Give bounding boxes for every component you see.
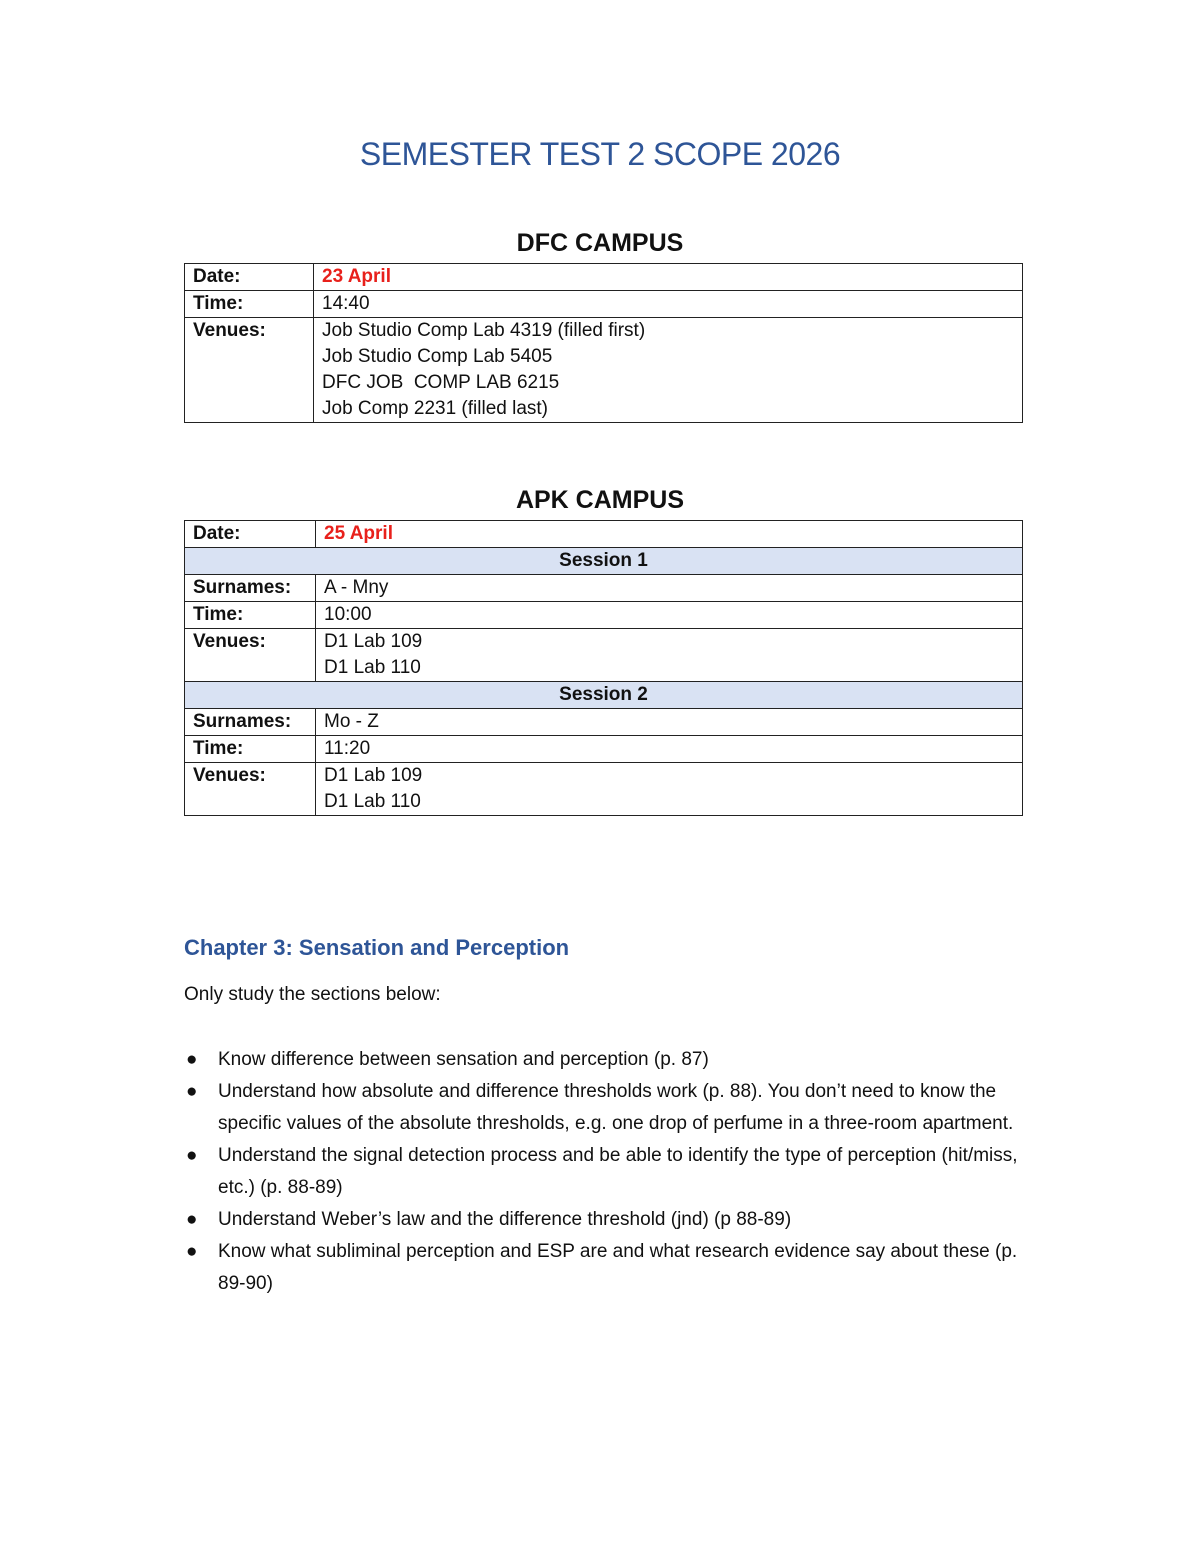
surnames-value: A - Mny (316, 575, 1023, 602)
apk-session-2-venues-row (185, 763, 1023, 816)
bullet-icon: ● (186, 1241, 198, 1262)
list-item (184, 1204, 1024, 1236)
bullet-icon: ● (186, 1145, 198, 1166)
bullet-icon: ● (186, 1209, 198, 1230)
venues-list (316, 763, 1023, 816)
apk-session-1-surnames-row (185, 575, 1023, 602)
time-label: Time: (185, 736, 316, 763)
apk-session-2-surnames-row (185, 709, 1023, 736)
study-topics-list (184, 1044, 1024, 1300)
surnames-label: Surnames: (185, 575, 316, 602)
time-value: 11:20 (316, 736, 1023, 763)
list-item (184, 1140, 1024, 1204)
list-item-text: Understand Weber’s law and the difference threshold (jnd) (p 88-89) (218, 1209, 792, 1230)
apk-date-row (185, 521, 1023, 548)
apk-date-label: Date: (185, 521, 316, 548)
time-label: Time: (185, 602, 316, 629)
venues-label: Venues: (185, 763, 316, 816)
list-item (184, 1236, 1024, 1300)
dfc-time-label: Time: (185, 291, 314, 318)
apk-session-1-venues-row (185, 629, 1023, 682)
session-1-title: Session 1 (185, 548, 1023, 575)
surnames-value: Mo - Z (316, 709, 1023, 736)
session-2-title: Session 2 (185, 682, 1023, 709)
dfc-venues-row (185, 318, 1023, 423)
venue: D1 Lab 110 (324, 657, 421, 678)
venue: D1 Lab 109 (324, 631, 423, 652)
document-title: SEMESTER TEST 2 SCOPE 2026 (359, 136, 841, 172)
list-item-text: Understand the signal detection process and be able to identify the type of perception (hit/miss, etc.) (p. 88-89) (218, 1145, 1018, 1198)
chapter-intro: Only study the sections below: (184, 984, 441, 1005)
dfc-campus-heading: DFC CAMPUS (516, 229, 684, 257)
apk-session-1-header (185, 548, 1023, 575)
dfc-date-value: 23 April (314, 264, 1023, 291)
dfc-date-row (185, 264, 1023, 291)
dfc-schedule-table (184, 263, 1023, 423)
list-item (184, 1044, 1024, 1076)
dfc-venues-list (314, 318, 1023, 423)
apk-schedule-table (184, 520, 1023, 816)
list-item (184, 1076, 1024, 1140)
venue: D1 Lab 110 (324, 791, 421, 812)
dfc-venue: DFC JOB COMP LAB 6215 (322, 372, 560, 393)
list-item-text: Understand how absolute and difference thresholds work (p. 88). You don’t need to know the specific values of the absolute thresholds, e.g. one drop of perfume in a three-room apartment. (218, 1081, 1014, 1134)
apk-campus-heading: APK CAMPUS (515, 486, 685, 514)
list-item-text: Know what subliminal perception and ESP are and what research evidence say about these (p. 89-90) (218, 1241, 1018, 1294)
apk-date-value: 25 April (316, 521, 1023, 548)
apk-session-2-time-row (185, 736, 1023, 763)
dfc-time-row (185, 291, 1023, 318)
time-value: 10:00 (316, 602, 1023, 629)
list-item-text: Know difference between sensation and perception (p. 87) (218, 1049, 709, 1070)
apk-session-1-time-row (185, 602, 1023, 629)
venue: D1 Lab 109 (324, 765, 423, 786)
apk-session-2-header (185, 682, 1023, 709)
dfc-venue: Job Studio Comp Lab 4319 (filled first) (322, 320, 646, 341)
bullet-icon: ● (186, 1081, 198, 1102)
dfc-time-value: 14:40 (314, 291, 1023, 318)
dfc-date-label: Date: (185, 264, 314, 291)
dfc-venue: Job Studio Comp Lab 5405 (322, 346, 553, 367)
surnames-label: Surnames: (185, 709, 316, 736)
venues-label: Venues: (185, 629, 316, 682)
chapter-heading: Chapter 3: Sensation and Perception (184, 935, 570, 960)
dfc-venue: Job Comp 2231 (filled last) (322, 398, 548, 419)
venues-list (316, 629, 1023, 682)
bullet-icon: ● (186, 1049, 198, 1070)
dfc-venues-label: Venues: (185, 318, 314, 423)
